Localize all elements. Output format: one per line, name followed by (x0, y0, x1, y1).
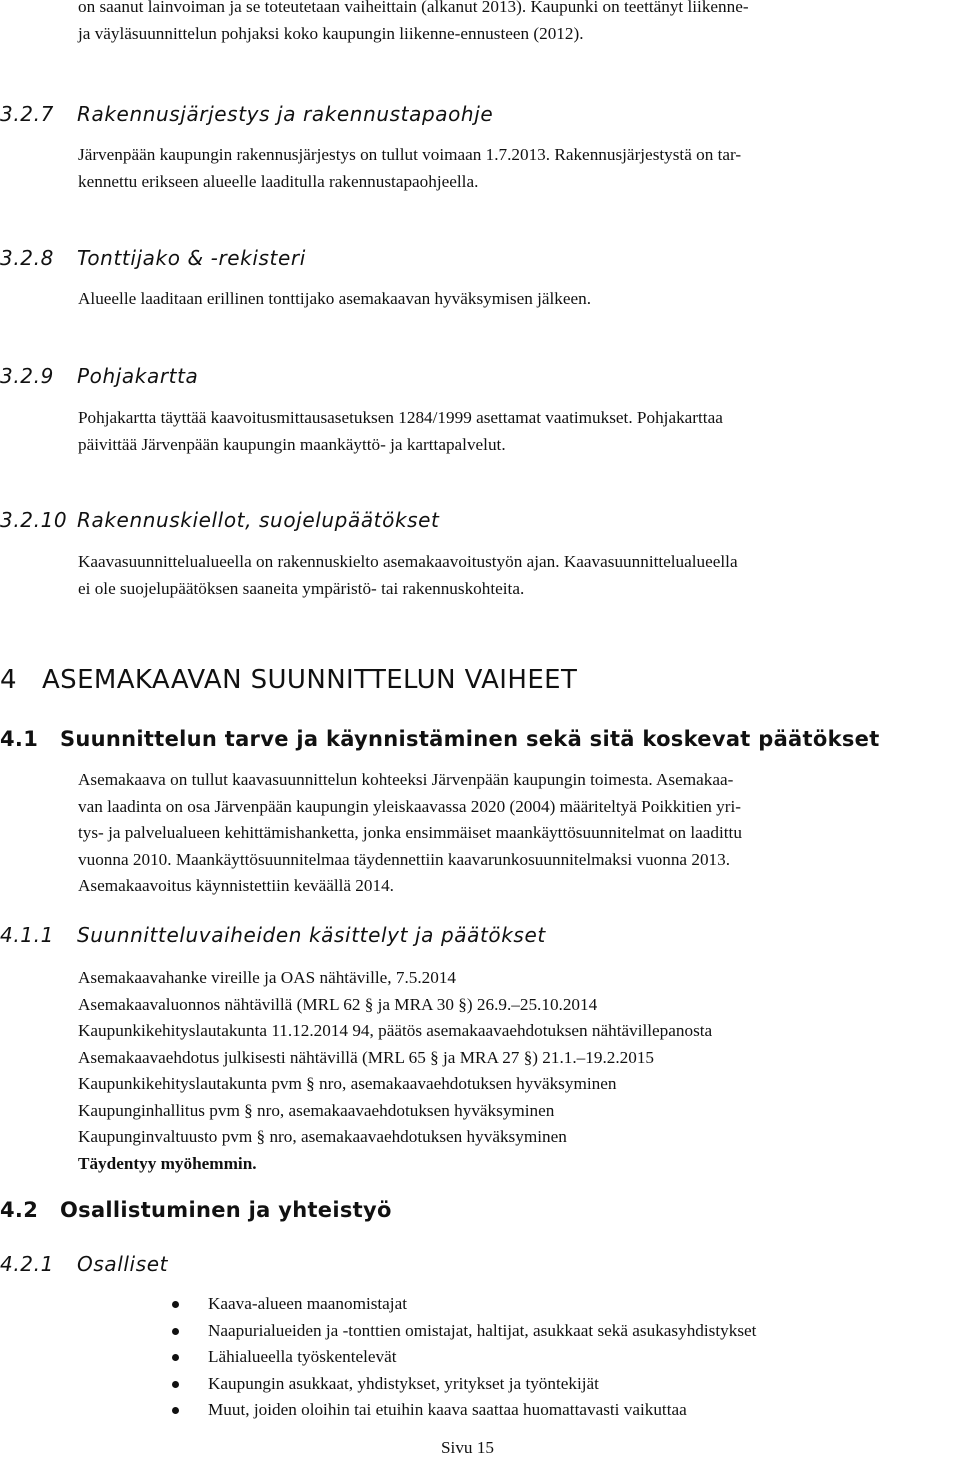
heading-number: 3.2.7 (0, 102, 54, 126)
intro-paragraph (78, 0, 749, 47)
text-line: Alueelle laaditaan erillinen tonttijako asemakaavan hyväksymisen jälkeen. (78, 289, 592, 308)
heading-title: Rakennusjärjestys ja rakennustapaohje (77, 102, 494, 126)
text-line: tys- ja palvelualueen kehittämishanketta, jonka ensimmäiset maankäyttösuunnitelmat on laadittu (78, 823, 742, 842)
text-line: Kaupunkikehityslautakunta 11.12.2014 94, päätös asemakaavaehdotuksen nähtävillepanosta (78, 1021, 713, 1040)
heading-title: Pohjakartta (77, 364, 199, 388)
heading-title: Rakennuskiellot, suojelupäätökset (77, 508, 440, 532)
text-line: Asemakaavahanke vireille ja OAS nähtäville, 7.5.2014 (78, 968, 457, 987)
heading-title: ASEMAKAAVAN SUUNNITTELUN VAIHEET (42, 665, 578, 695)
text-line: ei ole suojelupäätöksen saaneita ympäristö- tai rakennuskohteita. (78, 578, 525, 598)
page-number: Sivu 15 (441, 1438, 495, 1457)
bullet-icon (172, 1381, 179, 1388)
list-item-label: Muut, joiden oloihin tai etuihin kaava saattaa huomattavasti vaikuttaa (208, 1400, 687, 1419)
paragraph-3-2-7 (78, 142, 741, 195)
paragraph-3-2-9 (78, 405, 723, 458)
note-text: Täydentyy myöhemmin. (78, 1153, 257, 1173)
text-line: on saanut lainvoiman ja se toteutetaan vaiheittain (alkanut 2013). Kaupunki on teettänyt liikenne- (78, 0, 749, 16)
text-line: Kaupunginvaltuusto pvm § nro, asemakaavaehdotuksen hyväksyminen (78, 1127, 567, 1146)
heading-number: 3.2.9 (0, 364, 54, 388)
heading-number: 4.1 (0, 727, 39, 751)
text-line: Asemakaavaluonnos nähtävillä (MRL 62 § ja MRA 30 §) 26.9.–25.10.2014 (78, 994, 598, 1014)
bullet-icon (172, 1407, 179, 1414)
text-line: Asemakaava on tullut kaavasuunnittelun kohteeksi Järvenpään kaupungin toimesta. Asemakaa- (78, 770, 734, 789)
heading-number: 3.2.8 (0, 246, 54, 270)
list-item-label: Kaava-alueen maanomistajat (208, 1294, 407, 1313)
list-item-label: Naapurialueiden ja -tonttien omistajat, haltijat, asukkaat sekä asukasyhdistykset (208, 1320, 757, 1340)
bullet-icon (172, 1328, 179, 1335)
heading-title: Suunnittelun tarve ja käynnistäminen sekä sitä koskevat päätökset (60, 727, 880, 751)
text-line: Järvenpään kaupungin rakennusjärjestys on tullut voimaan 1.7.2013. Rakennusjärjestystä on tar- (78, 145, 742, 164)
bullet-icon (172, 1301, 179, 1308)
text-line: Pohjakartta täyttää kaavoitusmittausasetuksen 1284/1999 asettamat vaatimukset. Pohjakarttaa (78, 408, 723, 427)
text-line: Kaupunkikehityslautakunta pvm § nro, asemakaavaehdotuksen hyväksyminen (78, 1074, 617, 1093)
text-line: vuonna 2010. Maankäyttösuunnitelmaa täydennettiin kaavarunkosuunnitelmaksi vuonna 2013. (78, 849, 731, 869)
text-line: Kaupunginhallitus pvm § nro, asemakaavaehdotuksen hyväksyminen (78, 1100, 555, 1120)
text-line: Asemakaavoitus käynnistettiin keväällä 2014. (78, 876, 394, 895)
text-line: Asemakaavaehdotus julkisesti nähtävillä (MRL 65 § ja MRA 27 §) 21.1.–19.2.2015 (78, 1047, 655, 1067)
text-line: Kaavasuunnittelualueella on rakennuskielto asemakaavoitustyön ajan. Kaavasuunnittelualueella (78, 552, 738, 571)
list-item-label: Kaupungin asukkaat, yhdistykset, yritykset ja työntekijät (208, 1373, 599, 1393)
bullet-icon (172, 1354, 179, 1361)
heading-title: Tonttijako & -rekisteri (77, 246, 306, 270)
paragraph-4-1-1 (78, 965, 712, 1177)
text-line: van laadinta on osa Järvenpään kaupungin yleiskaavassa 2020 (2004) määriteltyä Poikkitien yri- (78, 796, 741, 816)
paragraph-3-2-8 (78, 286, 591, 313)
paragraph-4-1 (78, 767, 742, 900)
text-line: päivittää Järvenpään kaupungin maankäyttö- ja karttapalvelut. (78, 434, 506, 454)
text-line: ja väyläsuunnittelun pohjaksi koko kaupungin liikenne-ennusteen (2012). (78, 23, 584, 43)
heading-title: Osallistuminen ja yhteistyö (60, 1198, 392, 1222)
heading-number: 4.2.1 (0, 1252, 54, 1276)
heading-number: 4.1.1 (0, 923, 54, 947)
paragraph-3-2-10 (78, 549, 738, 602)
heading-number: 4.2 (0, 1198, 39, 1222)
heading-title: Suunnitteluvaiheiden käsittelyt ja päätökset (77, 923, 546, 947)
text-line: kennettu erikseen alueelle laaditulla rakennustapaohjeella. (78, 171, 479, 191)
heading-number: 4 (0, 665, 17, 695)
heading-number: 3.2.10 (0, 508, 68, 532)
list-item-label: Lähialueella työskentelevät (208, 1347, 397, 1366)
heading-title: Osalliset (77, 1252, 169, 1276)
